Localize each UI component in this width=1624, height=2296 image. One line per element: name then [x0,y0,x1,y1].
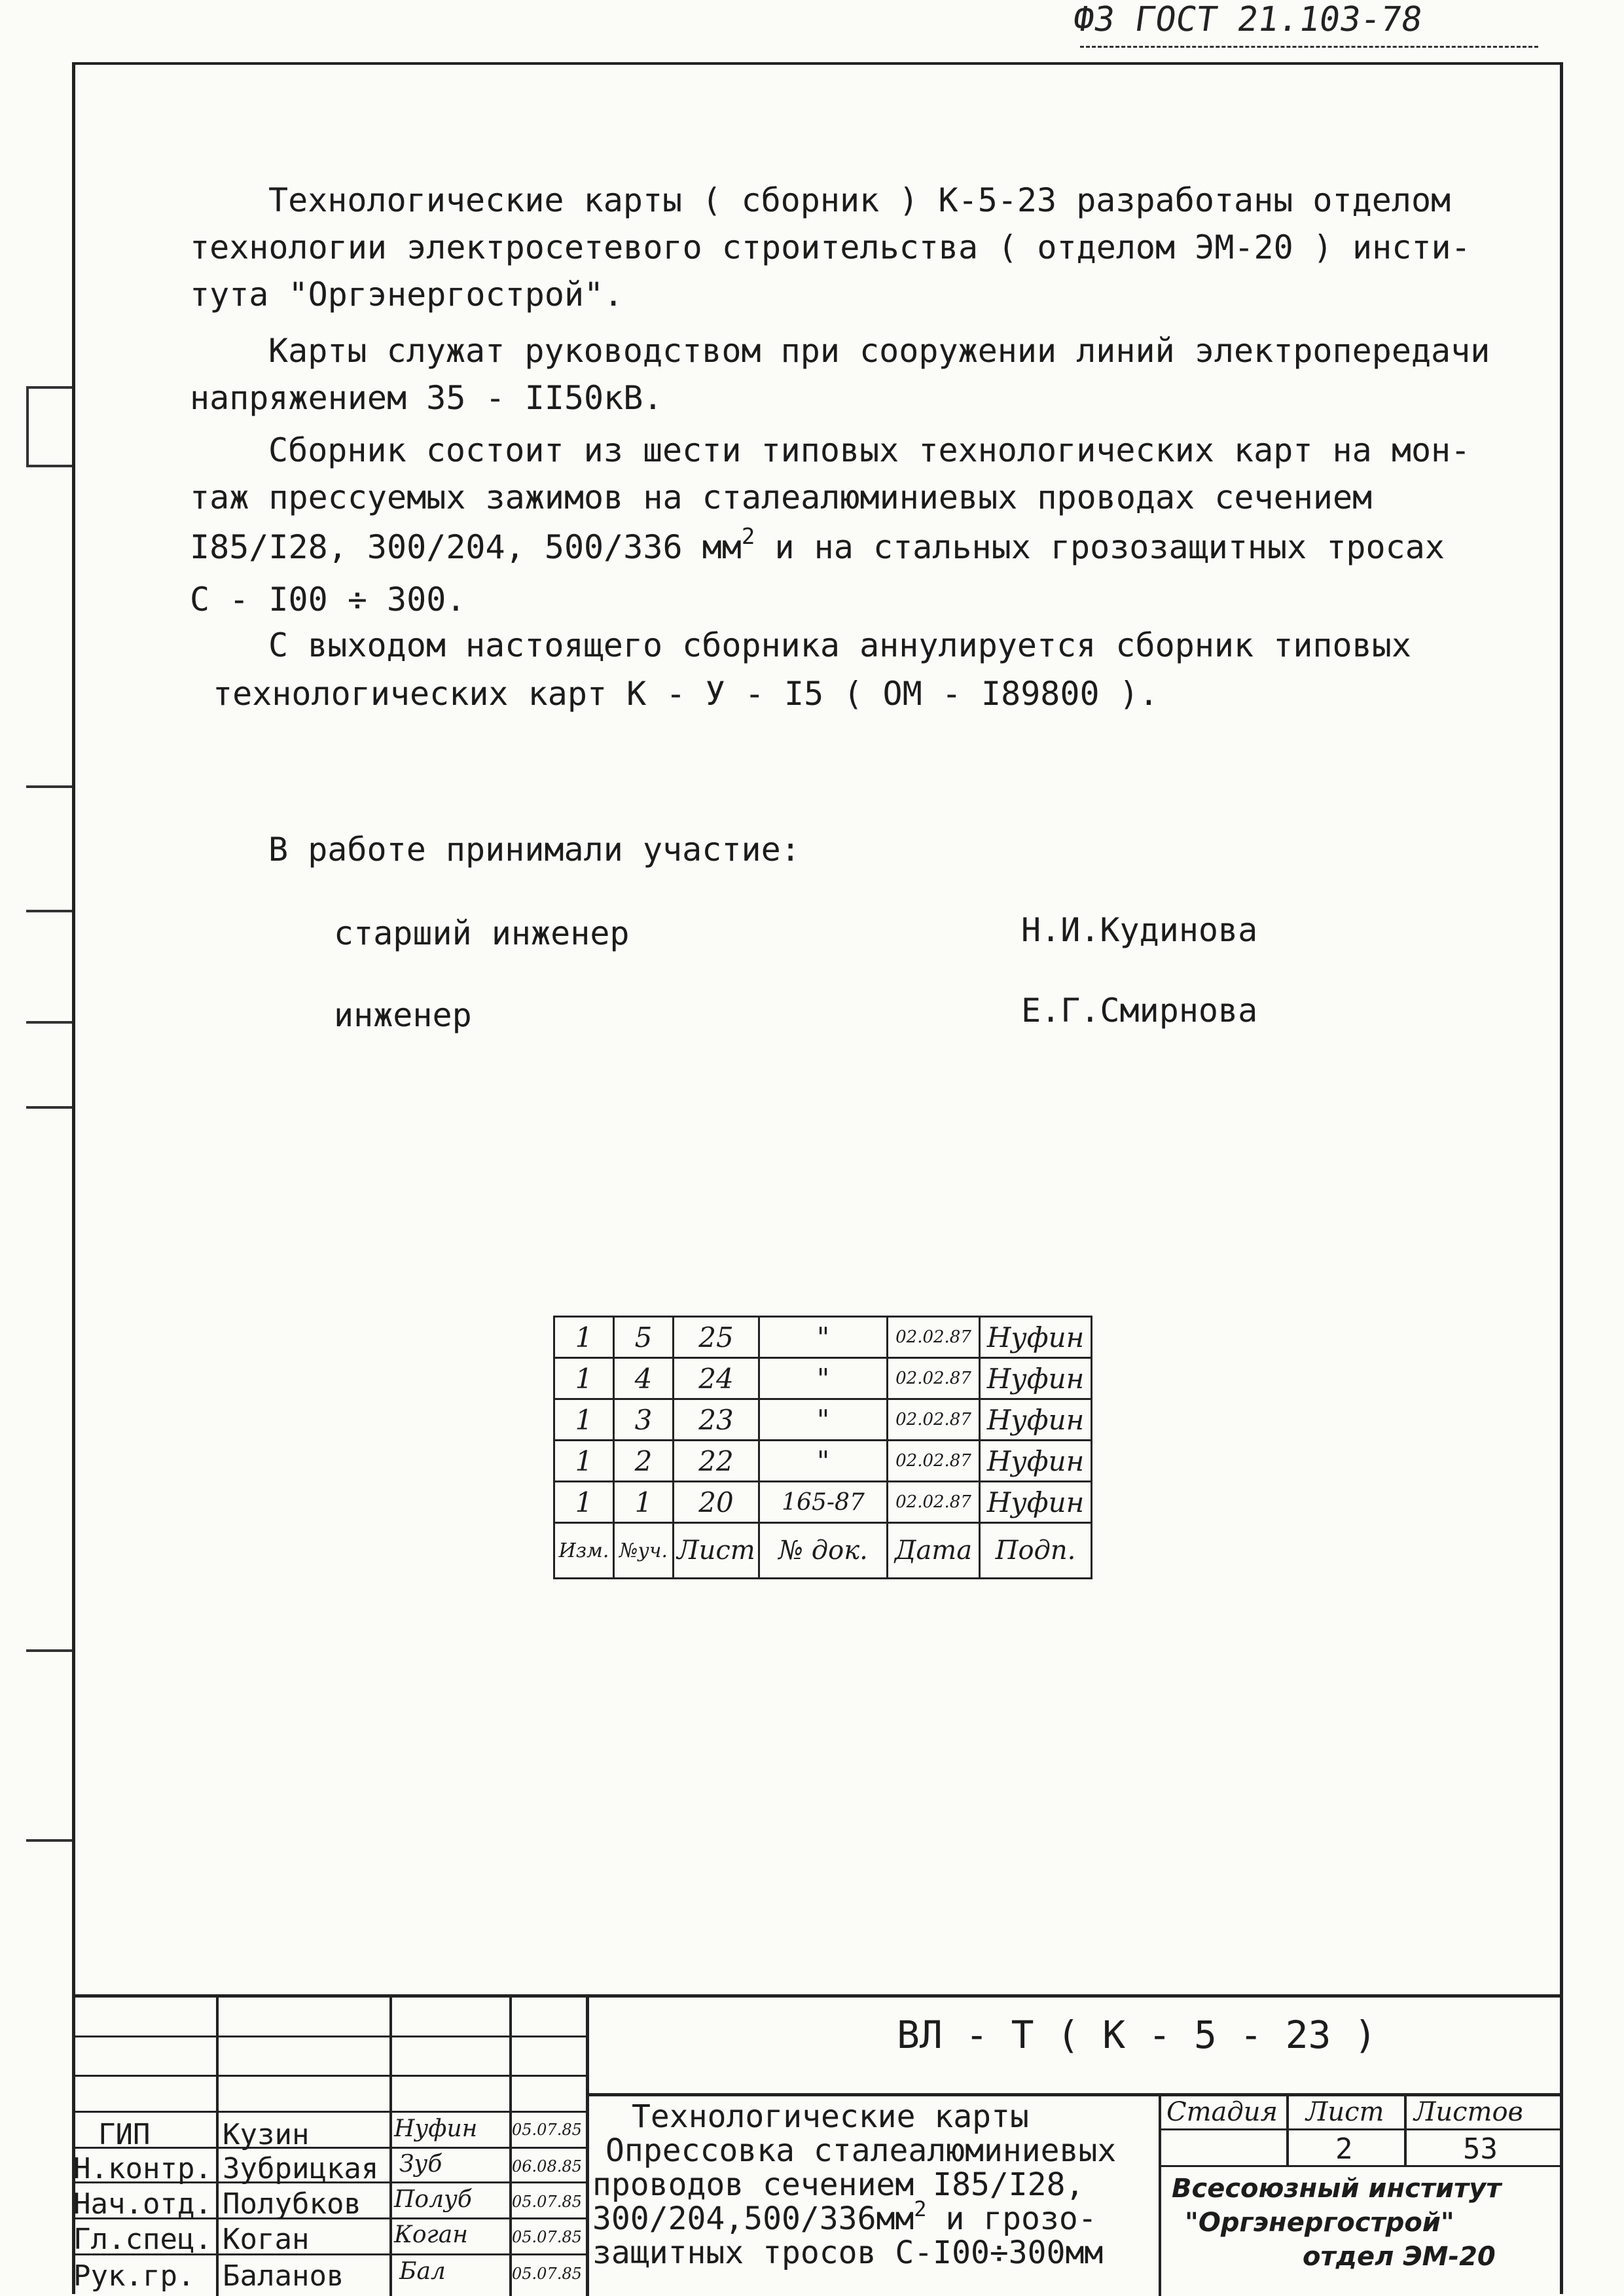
rev-date: 02.02.87 [888,1441,980,1482]
document-title-sizes: 300/204,500/336мм [592,2200,914,2237]
rev-doc-no: " [759,1358,888,1399]
document-title-line: Технологические карты [632,2098,1029,2135]
margin-mark [26,1021,72,1024]
sheet-label: Лист [1306,2097,1384,2127]
paragraph-purpose-line-1: Карты служат руководством при сооружении линий электропередачи [268,332,1490,370]
staff-role: Гл.спец. [73,2223,212,2256]
paragraph-contents-line-2: таж прессуемых зажимов на сталеалюминиевых проводах сечением [190,478,1373,516]
sheets-label: Листов [1414,2097,1523,2127]
margin-mark [26,465,72,467]
staff-name: Баланов [223,2259,344,2293]
rev-header: Лист [674,1523,759,1579]
staff-date: 05.07.85 [512,2228,582,2246]
rev-signature: Нуфин [980,1399,1092,1441]
staff-signature: Зуб [399,2151,442,2178]
rev-header: № док. [759,1523,888,1579]
rev-date: 02.02.87 [888,1399,980,1441]
rev-section-no: 3 [614,1399,674,1441]
tb-grid-line [1159,2093,1161,2296]
rev-section-no: 4 [614,1358,674,1399]
paragraph-intro-line-2: технологии электросетевого строительства ( отделом ЭМ-20 ) инсти- [190,228,1471,266]
title-block-border [72,1994,1563,1998]
tb-grid-line [216,1994,219,2296]
staff-role: Нач.отд. [73,2187,212,2221]
staff-signature: Бал [399,2258,446,2285]
organization-line: "Оргэнергострой" [1185,2208,1454,2238]
rev-change-no: 1 [554,1399,614,1441]
staff-role: Рук.гр. [73,2259,195,2293]
rev-change-no: 1 [554,1358,614,1399]
participants-intro: В работе принимали участие: [268,831,801,869]
margin-mark [26,1839,72,1842]
sizes-text: I85/I28, 300/204, 500/336 мм [190,528,742,566]
paragraph-contents-line-4: С - I00 ÷ 300. [190,581,466,619]
document-code: ВЛ - Т ( К - 5 - 23 ) [897,2013,1377,2057]
stage-label: Стадия [1166,2097,1278,2127]
rev-doc-no: 165-87 [759,1482,888,1523]
margin-mark [26,1106,72,1109]
paragraph-intro-line-1: Технологические карты ( сборник ) К-5-23 разработаны отделом [268,181,1451,219]
paragraph-purpose-line-2: напряжением 35 - II50кВ. [190,379,663,417]
document-title-line [592,2197,1116,2237]
rev-date: 02.02.87 [888,1317,980,1358]
rev-change-no: 1 [554,1441,614,1482]
staff-name: Коган [223,2223,310,2256]
document-title-line: защитных тросов С-I00÷300мм [592,2234,1104,2271]
staff-signature: Нуфин [394,2115,478,2142]
organization-line: отдел ЭМ-20 [1303,2242,1496,2272]
tb-grid-line [389,1994,392,2296]
rev-date: 02.02.87 [888,1358,980,1399]
document-title [592,2100,1116,2270]
rev-doc-no: " [759,1399,888,1441]
rev-sheet: 23 [674,1399,759,1441]
tb-grid-line [72,2036,586,2037]
tb-grid-line [1159,2128,1563,2130]
staff-role: ГИП [98,2118,151,2151]
rev-header: Подп. [980,1523,1092,1579]
staff-date: 05.07.85 [512,2121,582,2139]
tb-grid-line [586,1994,589,2296]
rev-signature: Нуфин [980,1358,1092,1399]
margin-mark [26,386,72,389]
rev-date: 02.02.87 [888,1482,980,1523]
tb-grid-line [586,2093,1563,2096]
organization-line: Всесоюзный институт [1172,2174,1502,2204]
rev-header: Изм. [554,1523,614,1579]
participant-role: старший инженер [334,914,630,952]
paragraph-supersedes-line-2: технологических карт К - У - I5 ( ОМ - I89800 ). [213,675,1159,713]
margin-mark [26,1649,72,1652]
margin-mark [26,386,29,465]
tb-grid-line [72,2075,586,2077]
rev-section-no: 5 [614,1317,674,1358]
table-row [554,1358,1092,1399]
rev-sheet: 22 [674,1441,759,1482]
participant-role: инженер [334,996,472,1034]
rev-header: Дата [888,1523,980,1579]
rev-signature: Нуфин [980,1441,1092,1482]
margin-mark [26,910,72,912]
paragraph-contents-line-3 [190,524,1445,571]
table-row [554,1482,1092,1523]
rev-sheet: 24 [674,1358,759,1399]
staff-signature: Полуб [394,2186,472,2213]
rev-section-no: 1 [614,1482,674,1523]
document-title-line: Опрессовка сталеалюминиевых [605,2132,1117,2169]
rev-change-no: 1 [554,1482,614,1523]
table-row [554,1399,1092,1441]
staff-name: Зубрицкая [223,2152,379,2185]
margin-mark [26,785,72,788]
rev-header: №уч. [614,1523,674,1579]
tb-grid-line [1159,2165,1563,2167]
participant-name: Н.И.Кудинова [1021,911,1258,949]
document-title-sizes-tail: и грозо- [926,2200,1097,2237]
staff-date: 06.08.85 [512,2157,582,2176]
table-row [554,1317,1092,1358]
tb-grid-line [509,1994,512,2296]
document-title-line: проводов сечением I85/I28, [592,2166,1085,2203]
sizes-superscript: 2 [741,524,755,550]
staff-date: 05.07.85 [512,2193,582,2211]
rev-sheet: 20 [674,1482,759,1523]
rev-section-no: 2 [614,1441,674,1482]
staff-role: Н.контр. [73,2152,212,2185]
participant-name: Е.Г.Смирнова [1021,992,1258,1030]
rev-doc-no: " [759,1317,888,1358]
rev-signature: Нуфин [980,1482,1092,1523]
rev-doc-no: " [759,1441,888,1482]
table-row [554,1441,1092,1482]
paragraph-contents-line-1: Сборник состоит из шести типовых технологических карт на мон- [268,431,1471,469]
organization-stamp [1172,2172,1501,2274]
rev-sheet: 25 [674,1317,759,1358]
tb-grid-line [72,2111,586,2113]
sizes-text-tail: и на стальных грозозащитных тросах [755,528,1445,566]
header-underline [1080,46,1538,48]
staff-signature: Коган [394,2221,468,2248]
table-header-row [554,1523,1092,1579]
staff-date: 05.07.85 [512,2265,582,2283]
document-title-superscript: 2 [914,2197,927,2221]
paragraph-supersedes-line-1: С выходом настоящего сборника аннулируется сборник типовых [268,626,1411,664]
staff-name: Кузин [223,2118,310,2151]
rev-change-no: 1 [554,1317,614,1358]
revision-table [553,1316,1092,1579]
staff-name: Полубков [223,2187,361,2221]
sheets-count: 53 [1463,2132,1498,2166]
header-stamp: ФЗ ГОСТ 21.103-78 [1070,0,1425,39]
sheet-number: 2 [1335,2132,1353,2166]
rev-signature: Нуфин [980,1317,1092,1358]
paragraph-intro-line-3: тута "Оргэнергострой". [190,276,624,314]
